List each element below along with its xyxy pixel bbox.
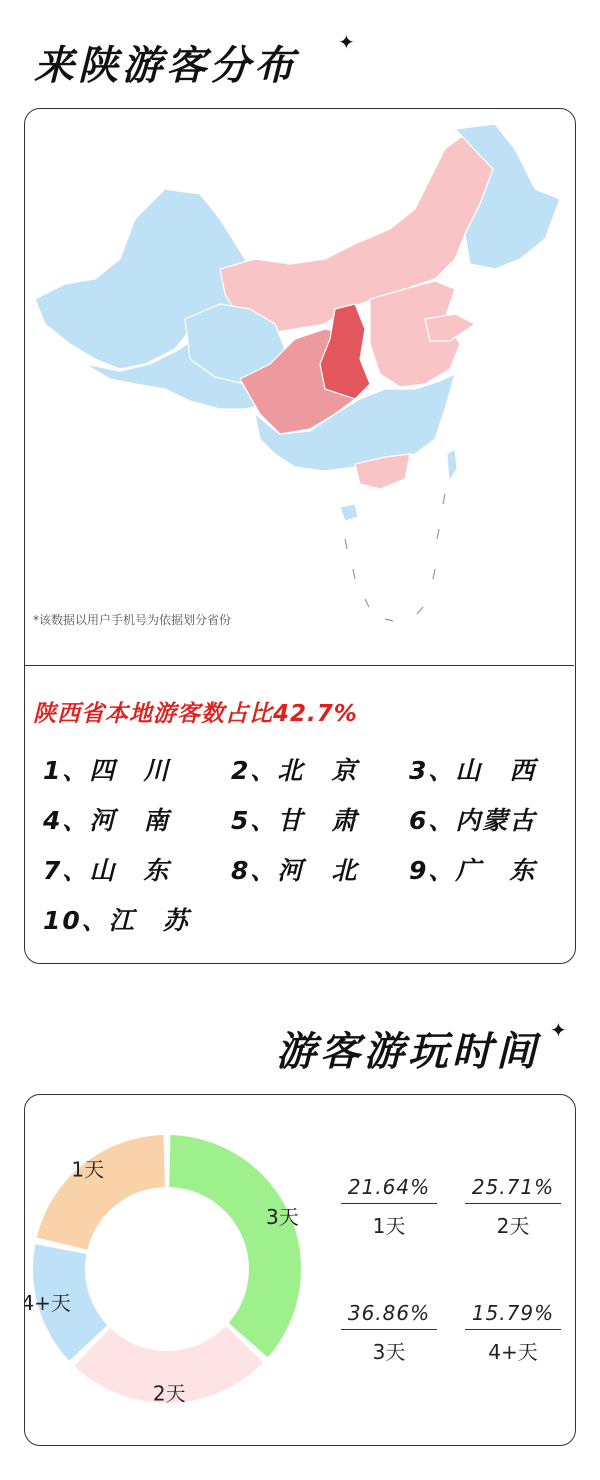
stat-2day bbox=[465, 1175, 561, 1239]
stat-label: 3天 bbox=[372, 1340, 406, 1364]
china-map-svg bbox=[25, 109, 574, 665]
rank-item: 7、山 东 bbox=[43, 856, 171, 885]
stat-percent: 21.64% bbox=[341, 1175, 437, 1204]
map-region-shandong bbox=[425, 314, 475, 341]
nine-dash-line bbox=[345, 494, 445, 621]
distribution-card bbox=[24, 108, 576, 964]
map-region-taiwan bbox=[447, 449, 457, 481]
donut-slice-2 bbox=[169, 1135, 301, 1357]
rank-item: 2、北 京 bbox=[231, 756, 359, 785]
stat-percent: 36.86% bbox=[341, 1301, 437, 1330]
duration-donut-chart bbox=[25, 1095, 325, 1447]
province-ranking bbox=[43, 755, 563, 937]
map-region-hainan bbox=[340, 504, 358, 521]
rank-item: 8、河 北 bbox=[231, 856, 359, 885]
donut-label-0: 1天 bbox=[71, 1157, 105, 1182]
stat-percent: 15.79% bbox=[465, 1301, 561, 1330]
donut-slice-0 bbox=[37, 1135, 165, 1250]
rank-item: 6、内蒙古 bbox=[409, 806, 537, 835]
stat-label: 1天 bbox=[372, 1214, 406, 1238]
duration-card bbox=[24, 1094, 576, 1446]
rank-item: 9、广 东 bbox=[409, 856, 537, 885]
distribution-title: 来陕游客分布 bbox=[34, 43, 298, 89]
rank-item: 3、山 西 bbox=[409, 756, 537, 785]
sparkle-icon: ✦ bbox=[550, 1018, 567, 1042]
divider bbox=[25, 665, 574, 666]
map-note: *该数据以用户手机号为依据划分省份 bbox=[33, 613, 232, 627]
stat-3day bbox=[341, 1301, 437, 1365]
china-map bbox=[25, 109, 574, 665]
rank-item: 10、江 苏 bbox=[43, 906, 190, 935]
donut-label-3: 4+天 bbox=[25, 1290, 71, 1315]
stat-label: 2天 bbox=[496, 1214, 530, 1238]
stat-1day bbox=[341, 1175, 437, 1239]
map-region-north bbox=[220, 134, 495, 334]
rank-item: 5、甘 肃 bbox=[231, 806, 359, 835]
donut-label-1: 2天 bbox=[152, 1381, 186, 1406]
stat-4plus bbox=[465, 1301, 561, 1365]
donut-svg bbox=[25, 1095, 325, 1447]
sparkle-icon: ✦ bbox=[338, 30, 355, 54]
donut-label-2: 3天 bbox=[266, 1204, 299, 1229]
duration-title: 游客游玩时间 bbox=[276, 1029, 540, 1075]
rank-item: 4、河 南 bbox=[43, 806, 171, 835]
rank-item: 1、四 川 bbox=[43, 756, 171, 785]
local-share: 陕西省本地游客数占比42.7% bbox=[33, 701, 358, 727]
stat-percent: 25.71% bbox=[465, 1175, 561, 1204]
stat-label: 4+天 bbox=[488, 1340, 538, 1364]
